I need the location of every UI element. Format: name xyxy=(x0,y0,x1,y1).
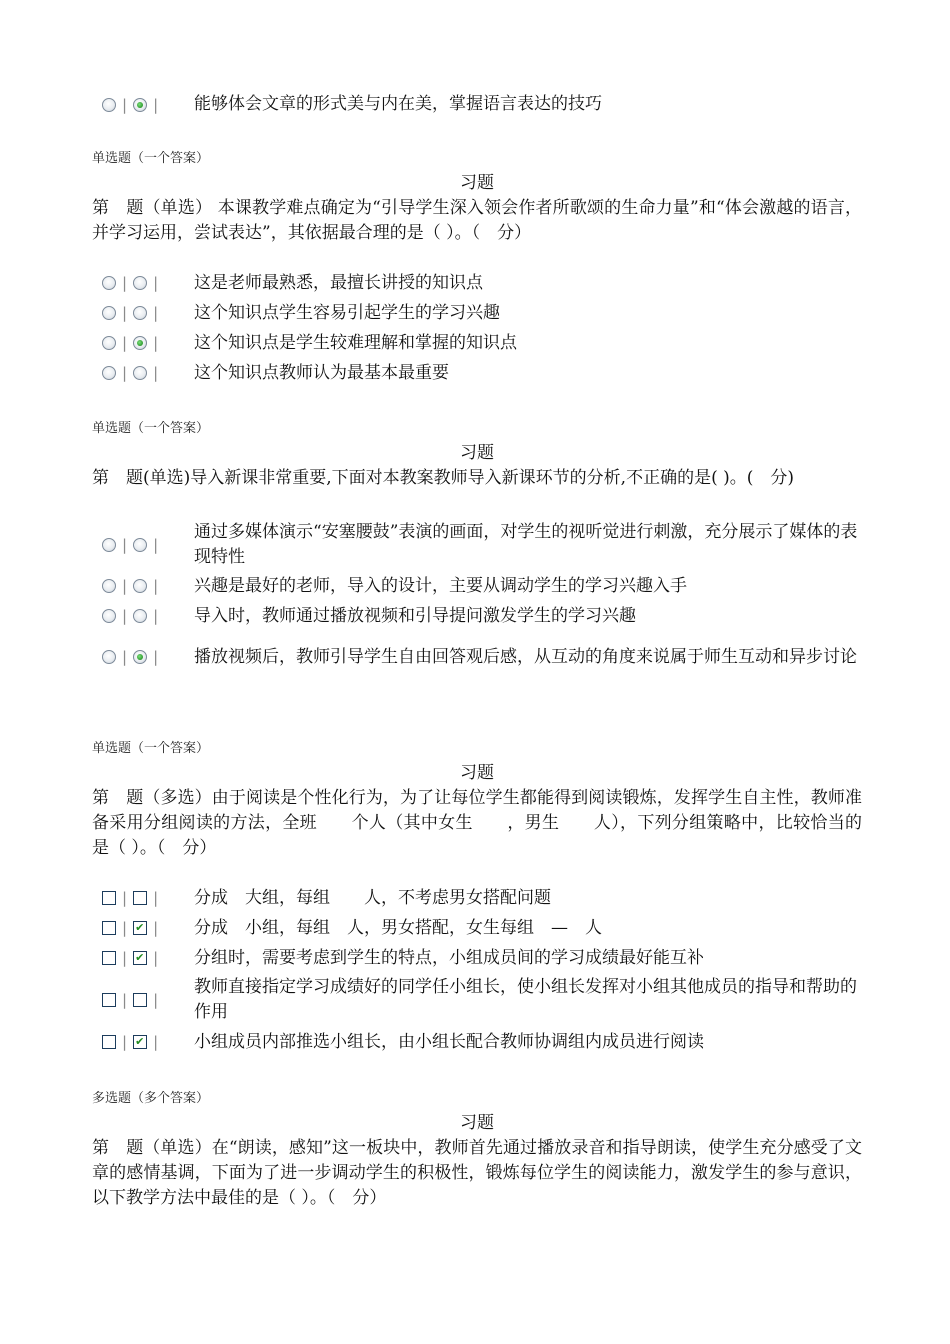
radio-left[interactable] xyxy=(102,306,116,320)
separator: | xyxy=(122,536,128,554)
question-3 xyxy=(92,740,862,1057)
radio-right[interactable] xyxy=(133,538,147,552)
option-controls xyxy=(92,1033,194,1051)
separator: | xyxy=(122,1033,128,1051)
question-text: 第 题（多选）由于阅读是个性化行为，为了让每位学生都能得到阅读锻炼，发挥学生自主性，教师准备采用分组阅读的方法，全班 个人（其中女生 ，男生 人），下列分组策略中，比较恰当的是（ ）。（ 分） xyxy=(92,788,862,858)
option-text: 小组成员内部推选小组长，由小组长配合教师协调组内成员进行阅读 xyxy=(194,1031,704,1052)
option-controls xyxy=(92,577,194,595)
checkbox-left[interactable] xyxy=(102,951,116,965)
separator: | xyxy=(153,991,159,1009)
radio-left[interactable] xyxy=(102,538,116,552)
option-text: 导入时，教师通过播放视频和引导提问激发学生的学习兴趣 xyxy=(194,605,636,626)
separator: | xyxy=(153,889,159,907)
question-heading: 习题 xyxy=(460,1113,494,1133)
radio-left[interactable] xyxy=(102,609,116,623)
checkbox-left[interactable] xyxy=(102,993,116,1007)
radio-right[interactable] xyxy=(133,306,147,320)
separator: | xyxy=(122,334,128,352)
checkbox-right-checked[interactable] xyxy=(133,951,147,965)
radio-left[interactable] xyxy=(102,336,116,350)
separator: | xyxy=(153,949,159,967)
radio-left[interactable] xyxy=(102,98,116,112)
checkbox-right-checked[interactable] xyxy=(133,921,147,935)
separator: | xyxy=(122,889,128,907)
separator: | xyxy=(153,577,159,595)
checkbox-left[interactable] xyxy=(102,921,116,935)
option-row xyxy=(92,631,862,683)
separator: | xyxy=(122,274,128,292)
separator: | xyxy=(122,949,128,967)
option-row xyxy=(92,601,862,631)
checkbox-right[interactable] xyxy=(133,993,147,1007)
question-text: 第 题（单选） 本课教学难点确定为“引导学生深入领会作者所歌颂的生命力量”和“体会激越的语言，并学习运用，尝试表达”，其依据最合理的是（ ）。（ 分） xyxy=(92,198,862,243)
radio-right[interactable] xyxy=(133,366,147,380)
separator: | xyxy=(153,364,159,382)
question-1 xyxy=(92,150,862,388)
option-controls xyxy=(92,304,194,322)
question-2 xyxy=(92,420,862,683)
option-controls xyxy=(92,991,194,1009)
question-text: 第 题(单选)导入新课非常重要,下面对本教案教师导入新课环节的分析,不正确的是( )。( 分) xyxy=(92,468,795,488)
option-text: 播放视频后，教师引导学生自由回答观后感，从互动的角度来说属于师生互动和异步讨论 xyxy=(194,646,857,667)
radio-right[interactable] xyxy=(133,609,147,623)
option-text: 兴趣是最好的老师，导入的设计，主要从调动学生的学习兴趣入手 xyxy=(194,575,687,596)
option-row xyxy=(92,328,862,358)
question-4 xyxy=(92,1090,862,1211)
option-controls xyxy=(92,889,194,907)
radio-right-selected[interactable] xyxy=(133,98,147,112)
radio-left[interactable] xyxy=(102,276,116,290)
separator: | xyxy=(122,991,128,1009)
radio-left[interactable] xyxy=(102,366,116,380)
separator: | xyxy=(122,364,128,382)
separator: | xyxy=(153,1033,159,1051)
option-row xyxy=(92,913,862,943)
radio-right-selected[interactable] xyxy=(133,336,147,350)
option-row xyxy=(92,298,862,328)
option-row xyxy=(92,92,862,117)
separator: | xyxy=(122,919,128,937)
option-text: 这个知识点教师认为最基本最重要 xyxy=(194,362,449,383)
separator: | xyxy=(122,577,128,595)
option-text: 这个知识点是学生较难理解和掌握的知识点 xyxy=(194,332,517,353)
option-row xyxy=(92,973,862,1027)
option-text: 教师直接指定学习成绩好的同学任小组长，使小组长发挥对小组其他成员的指导和帮助的作用 xyxy=(194,977,857,1022)
option-row xyxy=(92,943,862,973)
radio-left[interactable] xyxy=(102,650,116,664)
option-controls xyxy=(92,536,194,554)
option-controls xyxy=(92,334,194,352)
option-text: 这是老师最熟悉，最擅长讲授的知识点 xyxy=(194,272,483,293)
option-controls xyxy=(92,607,194,625)
option-row xyxy=(92,268,862,298)
checkbox-right-checked[interactable] xyxy=(133,1035,147,1049)
option-row xyxy=(92,883,862,913)
question-type-label: 单选题（一个答案） xyxy=(92,151,210,166)
separator: | xyxy=(153,95,159,114)
separator: | xyxy=(122,648,128,666)
radio-right-selected[interactable] xyxy=(133,650,147,664)
option-text: 分成 大组，每组 人，不考虑男女搭配问题 xyxy=(194,887,551,908)
option-controls xyxy=(92,96,194,114)
option-row xyxy=(92,358,862,388)
radio-left[interactable] xyxy=(102,579,116,593)
separator: | xyxy=(153,607,159,625)
separator: | xyxy=(153,648,159,666)
option-text: 能够体会文章的形式美与内在美，掌握语言表达的技巧 xyxy=(194,94,602,114)
radio-right[interactable] xyxy=(133,276,147,290)
radio-right[interactable] xyxy=(133,579,147,593)
option-text: 通过多媒体演示“安塞腰鼓”表演的画面，对学生的视听觉进行刺激，充分展示了媒体的表现特性 xyxy=(194,522,858,567)
separator: | xyxy=(153,919,159,937)
option-controls xyxy=(92,949,194,967)
option-controls xyxy=(92,364,194,382)
question-type-label: 多选题（多个答案） xyxy=(92,1091,210,1106)
separator: | xyxy=(122,304,128,322)
separator: | xyxy=(122,607,128,625)
option-text: 分组时，需要考虑到学生的特点，小组成员间的学习成绩最好能互补 xyxy=(194,947,704,968)
question-heading: 习题 xyxy=(460,173,494,193)
separator: | xyxy=(153,334,159,352)
option-row xyxy=(92,1027,862,1057)
separator: | xyxy=(153,304,159,322)
option-text: 这个知识点学生容易引起学生的学习兴趣 xyxy=(194,302,500,323)
checkbox-left[interactable] xyxy=(102,1035,116,1049)
separator: | xyxy=(153,536,159,554)
option-row xyxy=(92,571,862,601)
checkbox-left[interactable] xyxy=(102,891,116,905)
question-type-label: 单选题（一个答案） xyxy=(92,421,210,436)
option-text: 分成 小组，每组 人，男女搭配，女生每组 — 人 xyxy=(194,917,602,938)
question-heading: 习题 xyxy=(460,443,494,463)
option-controls xyxy=(92,648,194,666)
question-type-label: 单选题（一个答案） xyxy=(92,741,210,756)
option-controls xyxy=(92,919,194,937)
option-controls xyxy=(92,274,194,292)
question-text: 第 题（单选）在“朗读，感知”这一板块中，教师首先通过播放录音和指导朗读，使学生充分感受了文章的感情基调，下面为了进一步调动学生的积极性，锻炼每位学生的阅读能力，激发学生的参与意识，以下教学方法中最佳的是（ ）。（ 分） xyxy=(92,1138,862,1208)
separator: | xyxy=(122,95,128,114)
question-heading: 习题 xyxy=(460,763,494,783)
option-row xyxy=(92,519,862,571)
separator: | xyxy=(153,274,159,292)
question-0 xyxy=(92,92,862,117)
checkbox-right[interactable] xyxy=(133,891,147,905)
